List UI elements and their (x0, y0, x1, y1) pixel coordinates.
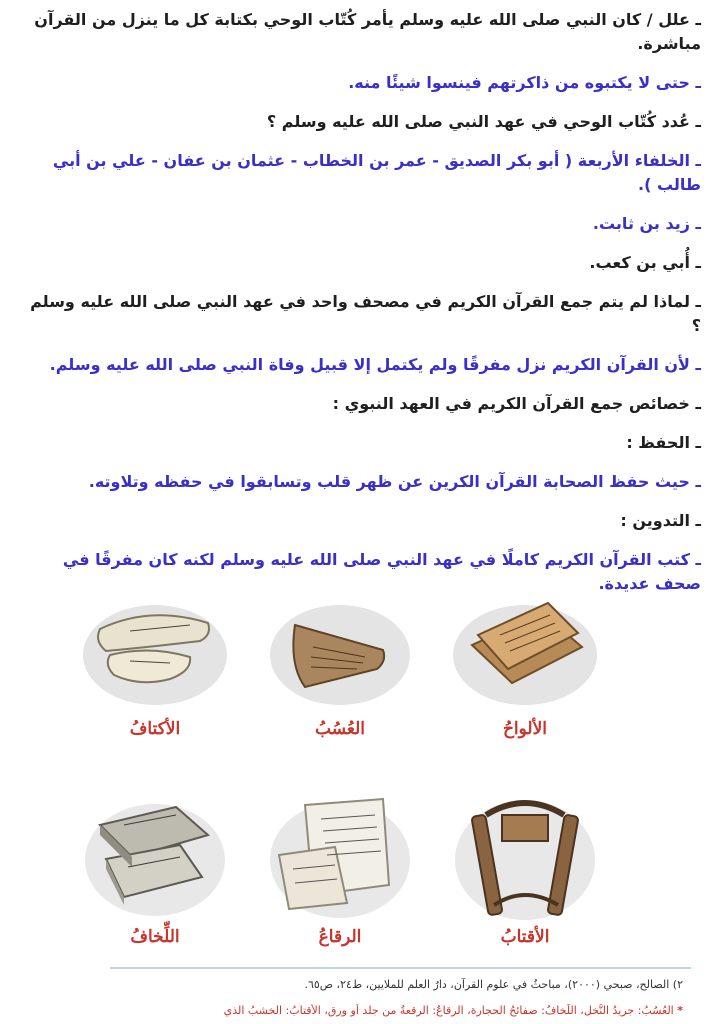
answer-text: ـ حيث حفظ الصحابة القرآن الكرين عن ظهر قلب وتسابقوا في حفظه وتلاوته. (88, 472, 701, 491)
wooden-tablets-icon (450, 595, 600, 715)
qa-line-12 (20, 509, 701, 533)
saddle-frame-icon (450, 785, 600, 925)
qa-line-6 (20, 251, 701, 275)
qa-line-5 (20, 212, 701, 236)
caption-stone-slabs: اللِّخافُ (130, 927, 180, 947)
qa-line-9 (20, 392, 701, 416)
footnote-gloss-text: العُسُبُ: جريدُ النَّخلِ، اللِّخافُ: صفائحُ الحجارة، الرقاعُ: الرقعةُ من جلد أو ورق، الأقتابُ: الخشبُ الذي (223, 1004, 674, 1017)
palm-stalk-icon (265, 595, 415, 715)
figure-stone-slabs (80, 785, 230, 955)
figure-palm-stalks (265, 595, 415, 765)
question-text: ـ خصائص جمع القرآن الكريم في العهد النبوي : (332, 394, 701, 413)
qa-line-13 (20, 548, 701, 596)
caption-palm-stalks: العُسُبُ (315, 719, 365, 739)
caption-tablets: الألواحُ (502, 719, 548, 739)
question-text: ـ الحفظ : (626, 433, 701, 452)
figure-parchment (265, 785, 415, 955)
footnote-divider (110, 967, 691, 969)
qa-line-7 (20, 290, 701, 338)
footnote-reference: ٢) الصالح، صبحي (٢٠٠٠)، مباحثُ في علوم القرآن، دارُ العلم للملايين، ط٢٤، ص٦٥. (304, 978, 683, 991)
qa-section (20, 8, 701, 611)
answer-text: ـ كتب القرآن الكريم كاملًا في عهد النبي صلى الله عليه وسلم لكنه كان مفرقًا في صحف عديدة. (62, 550, 701, 593)
qa-line-2 (20, 71, 701, 95)
parchment-icon (265, 785, 415, 925)
answer-text: ـ زيد بن ثابت. (592, 214, 701, 233)
answer-text: ـ الخلفاء الأربعة ( أبو بكر الصديق - عمر بن الخطاب - عثمان بن عفان - علي بن أبي طالب ). (52, 151, 701, 194)
question-text: ـ أُبي بن كعب. (589, 253, 701, 272)
stone-slab-icon (80, 785, 230, 925)
qa-line-8 (20, 353, 701, 377)
caption-saddle-boards: الأقتابُ (500, 927, 550, 947)
question-text: ـ عُدد كُتّاب الوحي في عهد النبي صلى الله عليه وسلم ؟ (266, 112, 701, 131)
question-text: ـ التدوين : (620, 511, 701, 530)
figure-tablets (450, 595, 600, 765)
figure-shoulder-bones (80, 595, 230, 765)
caption-parchment: الرقاعُ (318, 927, 362, 947)
answer-text: ـ لأن القرآن الكريم نزل مفرقًا ولم يكتمل إلا قبيل وفاة النبي صلى الله عليه وسلم. (49, 355, 701, 374)
qa-line-4 (20, 149, 701, 197)
footnote-star: * (677, 1004, 683, 1017)
figure-saddle-boards (450, 785, 600, 955)
question-text: ـ علل / كان النبي صلى الله عليه وسلم يأمر كُتّاب الوحي بكتابة كل ما ينزل من القرآن مباشرة. (34, 10, 701, 53)
answer-text: ـ حتى لا يكتبوه من ذاكرتهم فينسوا شيئًا منه. (348, 73, 701, 92)
qa-line-11 (20, 470, 701, 494)
footnote-gloss (70, 1004, 683, 1017)
qa-line-3 (20, 110, 701, 134)
writing-materials-figure (80, 595, 600, 965)
qa-line-10 (20, 431, 701, 455)
qa-line-1 (20, 8, 701, 56)
caption-shoulder-bones: الأكتافُ (129, 719, 181, 739)
bone-icon (80, 595, 230, 715)
question-text: ـ لماذا لم يتم جمع القرآن الكريم في مصحف واحد في عهد النبي صلى الله عليه وسلم ؟ (30, 292, 701, 335)
